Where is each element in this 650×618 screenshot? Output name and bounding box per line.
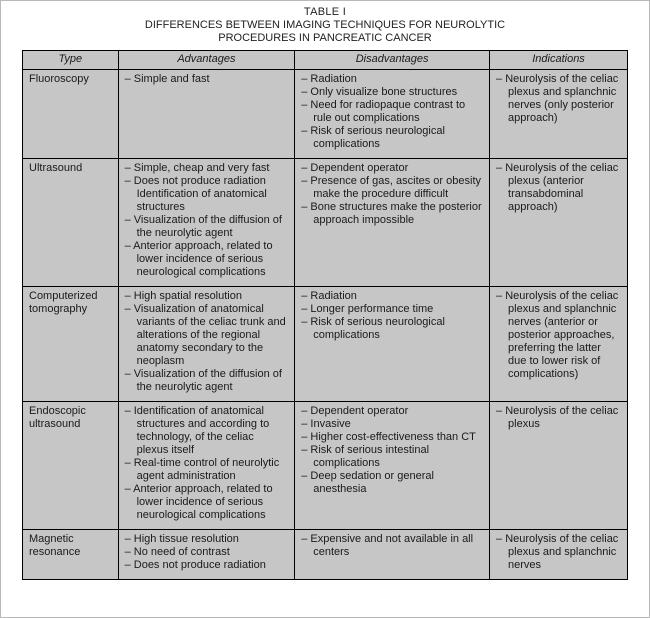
advantages-cell [118,70,295,159]
advantages-cell [118,287,295,402]
bullet-item: – Does not produce radiation [124,559,266,571]
table-row-magnetic-resonance [23,530,628,580]
disadvantages-cell [295,159,490,287]
bullet-item: – Visualization of the diffusion of the neurolytic agent [124,368,282,393]
indications-cell [490,530,628,580]
bullet-item: – Presence of gas, ascites or obesity make the procedure difficult [301,175,481,200]
type-cell: Computerized tomography [23,287,119,402]
bullet-item: – Radiation [301,290,357,302]
disadvantages-cell [295,287,490,402]
bullet-item: – High tissue resolution [124,533,239,545]
table-row-endoscopic-ultrasound [23,402,628,530]
bullet-item: – Higher cost-effectiveness than CT [301,431,476,443]
type-cell: Ultrasound [23,159,119,287]
bullet-item: – Risk of serious intestinal complications [301,444,430,469]
bullet-item: – Simple, cheap and very fast [124,162,270,174]
advantages-cell [118,530,295,580]
table-title-line2: PROCEDURES IN PANCREATIC CANCER [218,32,432,44]
bullet-item: – No need of contrast [124,546,230,558]
bullet-item: – Bone structures make the posterior approach impossible [301,201,482,226]
bullet-item: – Does not produce radiation Identification of anatomical structures [124,175,267,213]
bullet-item: – Neurolysis of the celiac plexus [496,405,619,430]
advantages-cell [118,159,295,287]
table-caption [22,6,628,45]
advantages-cell [118,402,295,530]
column-header-indications: Indications [490,51,628,70]
table-row-fluoroscopy [23,70,628,159]
bullet-item: – Need for radiopaque contrast to rule out complications [301,99,466,124]
bullet-item: – Visualization of anatomical variants of the celiac trunk and alterations of the regional anatomy secondary to the neoplasm [124,303,286,367]
bullet-item: – Identification of anatomical structures and according to technology, of the celiac plexus itself [124,405,270,456]
bullet-item: – Simple and fast [124,73,210,85]
indications-cell [490,287,628,402]
bullet-item: – Neurolysis of the celiac plexus and splanchnic nerves (only posterior approach) [496,73,619,124]
bullet-item: – Invasive [301,418,351,430]
bullet-item: – Longer performance time [301,303,434,315]
bullet-item: – Dependent operator [301,405,409,417]
type-cell: Magnetic resonance [23,530,119,580]
bullet-item: – Neurolysis of the celiac plexus and splanchnic nerves [496,533,619,571]
type-cell: Endoscopic ultrasound [23,402,119,530]
bullet-item: – Neurolysis of the celiac plexus (anterior transabdominal approach) [496,162,619,213]
header-row [23,51,628,70]
column-header-type: Type [23,51,119,70]
table-label: TABLE I [303,6,347,18]
comparison-table [22,50,628,580]
table-row-computerized-tomography [23,287,628,402]
bullet-item: – Dependent operator [301,162,409,174]
indications-cell [490,70,628,159]
bullet-item: – Neurolysis of the celiac plexus and splanchnic nerves (anterior or posterior approaches, preferring the latter due to lower risk of complications) [496,290,619,380]
bullet-item: – Risk of serious neurological complications [301,125,445,150]
bullet-item: – Anterior approach, related to lower incidence of serious neurological complications [124,483,273,521]
indications-cell [490,159,628,287]
table-title-line1: DIFFERENCES BETWEEN IMAGING TECHNIQUES FOR NEUROLYTIC [144,19,506,31]
bullet-item: – Deep sedation or general anesthesia [301,470,434,495]
bullet-item: – Risk of serious neurological complications [301,316,445,341]
disadvantages-cell [295,70,490,159]
type-cell: Fluoroscopy [23,70,119,159]
column-header-advantages: Advantages [118,51,295,70]
bullet-item: – Expensive and not available in all centers [301,533,474,558]
disadvantages-cell [295,402,490,530]
bullet-item: – High spatial resolution [124,290,242,302]
bullet-item: – Only visualize bone structures [301,86,458,98]
column-header-disadvantages: Disadvantages [295,51,490,70]
disadvantages-cell [295,530,490,580]
bullet-item: – Anterior approach, related to lower incidence of serious neurological complications [124,240,273,278]
bullet-item: – Real-time control of neurolytic agent administration [124,457,280,482]
bullet-item: – Visualization of the diffusion of the neurolytic agent [124,214,282,239]
indications-cell [490,402,628,530]
bullet-item: – Radiation [301,73,357,85]
table-row-ultrasound [23,159,628,287]
